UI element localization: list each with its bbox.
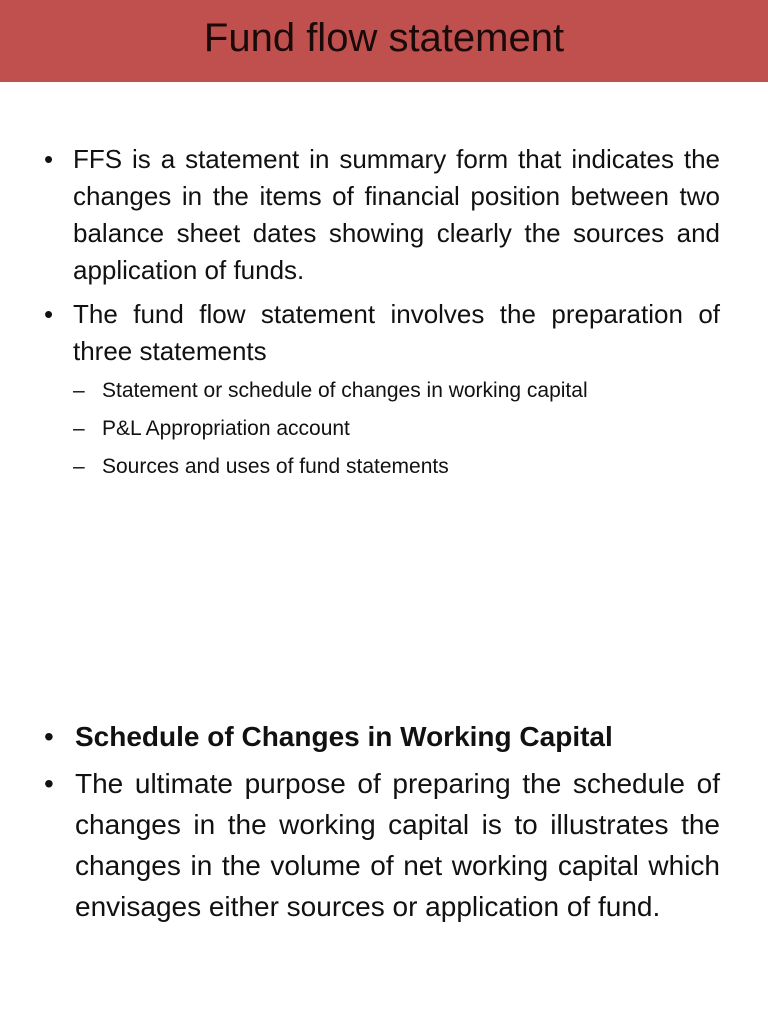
- bullet-icon: •: [44, 721, 54, 752]
- bullet-icon: •: [44, 768, 54, 799]
- bottom-bullet-list: [44, 716, 720, 927]
- sub-bullet-item: [73, 372, 720, 410]
- bullet-item-three-statements: [44, 296, 720, 486]
- bullet-item-schedule-purpose: [44, 763, 720, 927]
- bullet-icon: •: [44, 144, 54, 174]
- bullet-item-ffs-definition: [44, 141, 720, 289]
- sub-bullet-text: P&L Appropriation account: [102, 417, 350, 440]
- sub-bullet-text: Sources and uses of fund statements: [102, 455, 449, 478]
- bullet-heading-text: Schedule of Changes in Working Capital: [75, 721, 613, 752]
- bullet-text: The ultimate purpose of preparing the schedule of changes in the working capital is to illustrates the changes in the volume of net working capital which envisages either sources or application of fund.: [75, 768, 720, 922]
- bullet-icon: •: [44, 299, 54, 329]
- dash-icon: –: [73, 417, 85, 440]
- sub-bullet-item: [73, 448, 720, 486]
- bullet-item-schedule-heading: [44, 716, 720, 757]
- top-bullet-list: [44, 141, 720, 486]
- sub-bullet-item: [73, 410, 720, 448]
- sub-bullet-list: [73, 372, 720, 486]
- dash-icon: –: [73, 379, 85, 402]
- dash-icon: –: [73, 455, 85, 478]
- bullet-text: FFS is a statement in summary form that indicates the changes in the items of financial position between two balance sheet dates showing clearly the sources and application of funds.: [73, 144, 720, 285]
- bullet-text: The fund flow statement involves the preparation of three statements: [73, 299, 720, 366]
- slide-title: Fund flow statement: [203, 15, 565, 60]
- sub-bullet-text: Statement or schedule of changes in working capital: [102, 379, 588, 402]
- title-bar: [0, 0, 768, 82]
